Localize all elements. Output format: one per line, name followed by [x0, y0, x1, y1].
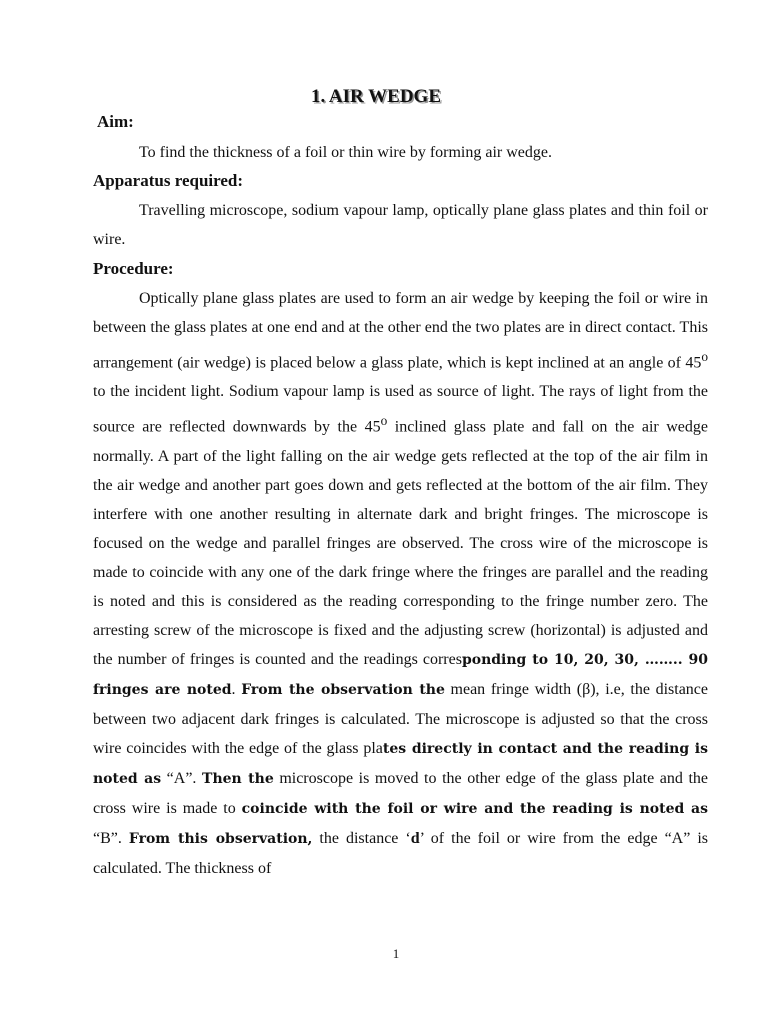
procedure-bold-6: From this observation, — [128, 830, 313, 847]
procedure-text-9: the distance ‘ — [312, 829, 411, 847]
procedure-text-2: to the incident light. Sodium vapour lamp is used as source of light. The rays of light from the source are reflected downwards by the 45 — [93, 383, 708, 436]
aim-text: To find the thickness of a foil or thin wire by forming air wedge. — [139, 144, 552, 161]
procedure-text-4: . — [231, 680, 242, 698]
procedure-text-1: Optically plane glass plates are used to form an air wedge by keeping the foil or wire in between the glass plates at one end and at the other end the two plates are in direct contact. This arrangement (air wedge) is placed below a glass plate, which is kept inclined at an angle of 45 — [93, 290, 708, 372]
apparatus-heading: Apparatus required: — [93, 171, 244, 190]
procedure-text-10: ’ of the foil or wire from the edge “A” is calculated. The thickness of — [93, 829, 709, 877]
procedure-bold-3: tes directly in contact and the reading is noted as — [93, 740, 709, 787]
aim-heading: Aim: — [97, 112, 134, 131]
apparatus-text: Travelling microscope, sodium vapour lamp, optically plane glass plates and thin foil or wire. — [93, 202, 708, 248]
procedure-heading: Procedure: — [93, 259, 174, 278]
procedure-text-3: inclined glass plate and fall on the air wedge normally. A part of the light falling on the air wedge gets reflected at the top of the air film in the air wedge and another part goes down and gets reflected at the bottom of the air film. They interfere with one another resulting in alternate dark and bright fringes. The microscope is focused on the wedge and parallel fringes are observed. The cross wire of the microscope is made to coincide with any one of the dark fringe where the fringes are parallel and the reading is noted and this is considered as the reading corresponding to the fringe number zero. The arresting screw of the microscope is fixed and the adjusting screw (horizontal) is adjusted and the number of fringes is counted and the readings corres — [93, 418, 709, 668]
procedure-text-6: “A”. — [161, 769, 203, 787]
page-number: 1 — [392, 946, 400, 961]
procedure-bold-5: coincide with the foil or wire and the reading is noted as — [241, 800, 708, 817]
procedure-paragraph — [93, 284, 708, 883]
page-title: 1. AIR WEDGE — [310, 86, 442, 107]
procedure-text-5: mean fringe width (β), i.e, the distance between two adjacent dark fringes is calculated. The microscope is adjusted so that the cross wire coincides with the edge of the glass pla — [93, 680, 709, 757]
procedure-bold-7: d — [410, 829, 420, 847]
procedure-bold-1: ponding to 10, 20, 30, …….. 90 fringes are noted — [93, 651, 708, 698]
procedure-text-7: microscope is moved to the other edge of the glass plate and the cross wire is made to — [93, 769, 709, 817]
degree-superscript-1: o — [701, 349, 708, 364]
degree-superscript-2: o — [380, 413, 388, 429]
procedure-bold-4: Then the — [202, 770, 274, 787]
procedure-bold-2: From the observation the — [241, 681, 445, 698]
procedure-text-8: “B”. — [93, 829, 129, 847]
